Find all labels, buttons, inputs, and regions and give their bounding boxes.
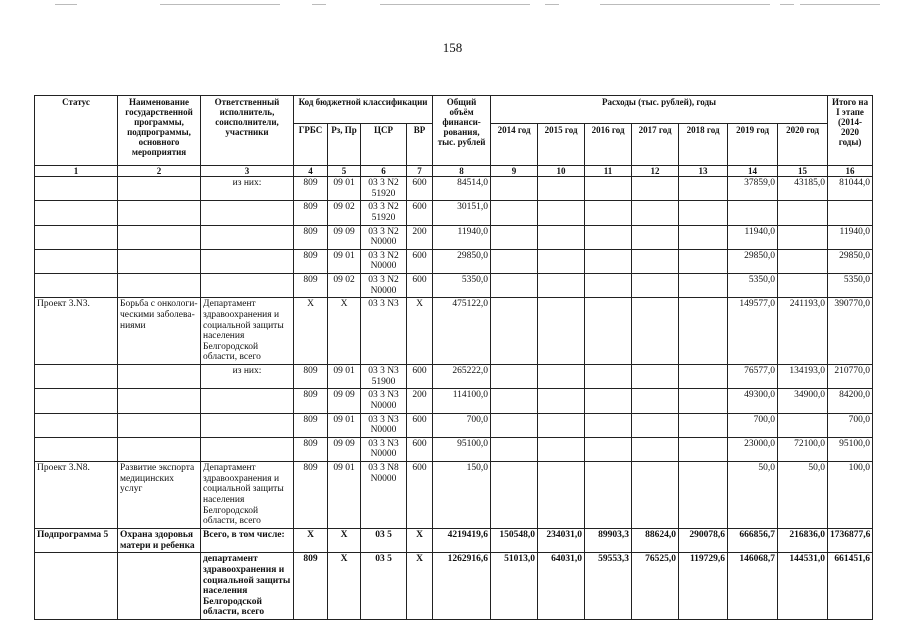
year-value-cell	[585, 225, 632, 249]
total-cell: 150,0	[433, 462, 491, 529]
col-number: 11	[585, 166, 632, 177]
status-cell	[35, 413, 118, 437]
budget-table	[34, 95, 873, 620]
year-value-cell: 700,0	[728, 413, 778, 437]
year-value-cell	[632, 365, 679, 389]
name-cell: Охрана здоровья матери и ребенка	[118, 529, 201, 553]
year-value-cell	[538, 201, 585, 225]
header-year: 2014 год	[491, 124, 538, 166]
year-value-cell: 76577,0	[728, 365, 778, 389]
stage-total-cell: 95100,0	[828, 437, 873, 461]
total-cell: 5350,0	[433, 274, 491, 298]
table-row	[35, 365, 873, 389]
year-value-cell	[632, 437, 679, 461]
year-value-cell: 23000,0	[728, 437, 778, 461]
name-cell	[118, 413, 201, 437]
stage-total-cell: 100,0	[828, 462, 873, 529]
grbs-cell: Х	[294, 298, 328, 365]
rzpr-cell: 09 01	[328, 177, 361, 201]
year-value-cell	[728, 201, 778, 225]
year-value-cell	[538, 225, 585, 249]
table-row	[35, 177, 873, 201]
header-year: 2017 год	[632, 124, 679, 166]
year-value-cell	[679, 249, 728, 273]
year-value-cell: 72100,0	[778, 437, 828, 461]
year-value-cell: 89903,3	[585, 529, 632, 553]
col-number: 16	[828, 166, 873, 177]
column-number-row	[35, 166, 873, 177]
year-value-cell	[679, 413, 728, 437]
vr-cell: 600	[407, 437, 433, 461]
stage-total-cell: 1736877,6	[828, 529, 873, 553]
rzpr-cell: Х	[328, 553, 361, 620]
year-value-cell	[679, 365, 728, 389]
col-number: 5	[328, 166, 361, 177]
grbs-cell: 809	[294, 177, 328, 201]
header-year: 2016 год	[585, 124, 632, 166]
year-value-cell	[585, 462, 632, 529]
year-value-cell	[679, 462, 728, 529]
header-expenses: Расходы (тыс. рублей), годы	[491, 96, 828, 124]
year-value-cell	[491, 413, 538, 437]
year-value-cell: 37859,0	[728, 177, 778, 201]
name-cell	[118, 249, 201, 273]
total-cell: 700,0	[433, 413, 491, 437]
year-value-cell: 144531,0	[778, 553, 828, 620]
year-value-cell	[679, 274, 728, 298]
total-cell: 29850,0	[433, 249, 491, 273]
stage-total-cell: 84200,0	[828, 389, 873, 413]
year-value-cell	[585, 274, 632, 298]
year-value-cell: 76525,0	[632, 553, 679, 620]
year-value-cell	[679, 389, 728, 413]
col-number: 3	[201, 166, 294, 177]
year-value-cell: 88624,0	[632, 529, 679, 553]
year-value-cell	[585, 201, 632, 225]
year-value-cell	[585, 298, 632, 365]
status-cell: Подпрограмма 5	[35, 529, 118, 553]
executor-cell: Департамент здравоохранения и социальной защиты населения Белгородской области, всего	[201, 462, 294, 529]
stage-total-cell: 11940,0	[828, 225, 873, 249]
csr-cell: 03 3 N3 51900	[361, 365, 407, 389]
col-number: 9	[491, 166, 538, 177]
stage-total-cell: 390770,0	[828, 298, 873, 365]
year-value-cell	[632, 413, 679, 437]
vr-cell: 600	[407, 249, 433, 273]
header-grbs: ГРБС	[294, 124, 328, 166]
executor-cell	[201, 225, 294, 249]
grbs-cell: 809	[294, 365, 328, 389]
rzpr-cell: 09 09	[328, 389, 361, 413]
executor-cell	[201, 249, 294, 273]
year-value-cell: 150548,0	[491, 529, 538, 553]
grbs-cell: 809	[294, 225, 328, 249]
year-value-cell	[679, 437, 728, 461]
rzpr-cell: 09 01	[328, 365, 361, 389]
vr-cell: Х	[407, 298, 433, 365]
executor-cell	[201, 389, 294, 413]
header-year: 2018 год	[679, 124, 728, 166]
name-cell	[118, 553, 201, 620]
status-cell: Проект 3.N3.	[35, 298, 118, 365]
total-cell: 265222,0	[433, 365, 491, 389]
table-row	[35, 553, 873, 620]
status-cell	[35, 225, 118, 249]
csr-cell: 03 3 N3 N0000	[361, 437, 407, 461]
year-value-cell	[491, 177, 538, 201]
grbs-cell: 809	[294, 389, 328, 413]
year-value-cell: 134193,0	[778, 365, 828, 389]
executor-cell	[201, 437, 294, 461]
csr-cell: 03 3 N3	[361, 298, 407, 365]
header-name: Наименование государственной программы, подпрограммы, основного мероприятия	[118, 96, 201, 166]
table-row	[35, 529, 873, 553]
name-cell: Развитие экспорта медицинских услуг	[118, 462, 201, 529]
table-body	[35, 177, 873, 620]
executor-cell: из них:	[201, 177, 294, 201]
scan-top-marks	[0, 0, 905, 12]
col-number: 8	[433, 166, 491, 177]
total-cell: 475122,0	[433, 298, 491, 365]
header-status: Статус	[35, 96, 118, 166]
status-cell	[35, 437, 118, 461]
grbs-cell: 809	[294, 553, 328, 620]
header-year: 2020 год	[778, 124, 828, 166]
year-value-cell: 290078,6	[679, 529, 728, 553]
year-value-cell	[538, 413, 585, 437]
col-number: 15	[778, 166, 828, 177]
header-budget-code: Код бюджетной классификации	[294, 96, 433, 124]
csr-cell: 03 3 N3 N0000	[361, 389, 407, 413]
year-value-cell	[778, 413, 828, 437]
grbs-cell: 809	[294, 462, 328, 529]
executor-cell: из них:	[201, 365, 294, 389]
year-value-cell	[778, 274, 828, 298]
csr-cell: 03 3 N8 N0000	[361, 462, 407, 529]
vr-cell: Х	[407, 529, 433, 553]
col-number: 10	[538, 166, 585, 177]
name-cell	[118, 365, 201, 389]
year-value-cell	[491, 298, 538, 365]
year-value-cell: 64031,0	[538, 553, 585, 620]
year-value-cell: 666856,7	[728, 529, 778, 553]
header-executor: Ответственный исполнитель, соисполнители, участники	[201, 96, 294, 166]
status-cell	[35, 274, 118, 298]
header-total: Общий объём финанси-рования, тыс. рублей	[433, 96, 491, 166]
year-value-cell	[679, 201, 728, 225]
csr-cell: 03 3 N2 N0000	[361, 249, 407, 273]
total-cell: 11940,0	[433, 225, 491, 249]
executor-cell: Всего, в том числе:	[201, 529, 294, 553]
rzpr-cell: 09 01	[328, 413, 361, 437]
year-value-cell	[585, 389, 632, 413]
rzpr-cell: 09 09	[328, 225, 361, 249]
rzpr-cell: 09 09	[328, 437, 361, 461]
rzpr-cell: 09 02	[328, 274, 361, 298]
table-row	[35, 201, 873, 225]
rzpr-cell: Х	[328, 298, 361, 365]
year-value-cell	[632, 389, 679, 413]
col-number: 13	[679, 166, 728, 177]
grbs-cell: 809	[294, 201, 328, 225]
stage-total-cell: 700,0	[828, 413, 873, 437]
total-cell: 95100,0	[433, 437, 491, 461]
year-value-cell	[538, 274, 585, 298]
csr-cell: 03 3 N3 N0000	[361, 413, 407, 437]
grbs-cell: 809	[294, 413, 328, 437]
year-value-cell	[585, 177, 632, 201]
csr-cell: 03 3 N2 N0000	[361, 225, 407, 249]
name-cell	[118, 274, 201, 298]
year-value-cell	[491, 201, 538, 225]
year-value-cell	[538, 437, 585, 461]
vr-cell: 200	[407, 225, 433, 249]
year-value-cell	[585, 413, 632, 437]
grbs-cell: 809	[294, 437, 328, 461]
year-value-cell: 50,0	[778, 462, 828, 529]
total-cell: 84514,0	[433, 177, 491, 201]
table-row	[35, 437, 873, 461]
vr-cell: 600	[407, 462, 433, 529]
year-value-cell: 50,0	[728, 462, 778, 529]
year-value-cell	[679, 225, 728, 249]
year-value-cell: 146068,7	[728, 553, 778, 620]
header-csr: ЦСР	[361, 124, 407, 166]
executor-cell: департамент здравоохранения и социальной защиты населения Белгородской области, всего	[201, 553, 294, 620]
year-value-cell	[491, 365, 538, 389]
year-value-cell	[538, 462, 585, 529]
status-cell	[35, 365, 118, 389]
csr-cell: 03 5	[361, 529, 407, 553]
col-number: 14	[728, 166, 778, 177]
name-cell	[118, 437, 201, 461]
stage-total-cell: 210770,0	[828, 365, 873, 389]
name-cell	[118, 389, 201, 413]
year-value-cell	[778, 249, 828, 273]
year-value-cell	[632, 462, 679, 529]
csr-cell: 03 3 N2 51920	[361, 201, 407, 225]
col-number: 2	[118, 166, 201, 177]
csr-cell: 03 3 N2 51920	[361, 177, 407, 201]
year-value-cell	[491, 437, 538, 461]
header-year: 2015 год	[538, 124, 585, 166]
header-stage-total: Итого на I этапе (2014-2020 годы)	[828, 96, 873, 166]
vr-cell: 600	[407, 177, 433, 201]
year-value-cell	[491, 249, 538, 273]
year-value-cell	[778, 225, 828, 249]
year-value-cell	[538, 177, 585, 201]
year-value-cell	[778, 201, 828, 225]
year-value-cell: 51013,0	[491, 553, 538, 620]
year-value-cell: 49300,0	[728, 389, 778, 413]
grbs-cell: Х	[294, 529, 328, 553]
status-cell	[35, 201, 118, 225]
year-value-cell: 216836,0	[778, 529, 828, 553]
stage-total-cell: 29850,0	[828, 249, 873, 273]
status-cell	[35, 177, 118, 201]
grbs-cell: 809	[294, 249, 328, 273]
name-cell	[118, 177, 201, 201]
executor-cell	[201, 201, 294, 225]
stage-total-cell	[828, 201, 873, 225]
year-value-cell: 43185,0	[778, 177, 828, 201]
vr-cell: Х	[407, 553, 433, 620]
year-value-cell	[632, 274, 679, 298]
year-value-cell	[491, 462, 538, 529]
stage-total-cell: 5350,0	[828, 274, 873, 298]
year-value-cell	[491, 274, 538, 298]
table-row	[35, 249, 873, 273]
name-cell	[118, 225, 201, 249]
total-cell: 4219419,6	[433, 529, 491, 553]
name-cell	[118, 201, 201, 225]
page-number: 158	[442, 40, 463, 55]
year-value-cell	[491, 389, 538, 413]
rzpr-cell: Х	[328, 529, 361, 553]
name-cell: Борьба с онкологи-ческими заболева-ниями	[118, 298, 201, 365]
year-value-cell	[585, 437, 632, 461]
year-value-cell: 5350,0	[728, 274, 778, 298]
total-cell: 30151,0	[433, 201, 491, 225]
year-value-cell	[585, 365, 632, 389]
col-number: 1	[35, 166, 118, 177]
year-value-cell: 119729,6	[679, 553, 728, 620]
year-value-cell	[632, 201, 679, 225]
year-value-cell: 59553,3	[585, 553, 632, 620]
executor-cell: Департамент здравоохранения и социальной защиты населения Белгородской области, всего	[201, 298, 294, 365]
table-row	[35, 413, 873, 437]
csr-cell: 03 5	[361, 553, 407, 620]
col-number: 4	[294, 166, 328, 177]
table-row	[35, 274, 873, 298]
stage-total-cell: 81044,0	[828, 177, 873, 201]
header-vr: ВР	[407, 124, 433, 166]
header-year: 2019 год	[728, 124, 778, 166]
rzpr-cell: 09 01	[328, 462, 361, 529]
vr-cell: 200	[407, 389, 433, 413]
year-value-cell: 11940,0	[728, 225, 778, 249]
rzpr-cell: 09 01	[328, 249, 361, 273]
year-value-cell	[632, 177, 679, 201]
year-value-cell	[538, 365, 585, 389]
year-value-cell	[585, 249, 632, 273]
year-value-cell: 241193,0	[778, 298, 828, 365]
year-value-cell	[538, 249, 585, 273]
status-cell	[35, 249, 118, 273]
table-row	[35, 298, 873, 365]
header-rzpr: Рз, Пр	[328, 124, 361, 166]
vr-cell: 600	[407, 365, 433, 389]
col-number: 7	[407, 166, 433, 177]
year-value-cell	[491, 225, 538, 249]
vr-cell: 600	[407, 274, 433, 298]
total-cell: 114100,0	[433, 389, 491, 413]
executor-cell	[201, 274, 294, 298]
csr-cell: 03 3 N2 N0000	[361, 274, 407, 298]
status-cell: Проект 3.N8.	[35, 462, 118, 529]
grbs-cell: 809	[294, 274, 328, 298]
status-cell	[35, 389, 118, 413]
table-row	[35, 462, 873, 529]
stage-total-cell: 661451,6	[828, 553, 873, 620]
year-value-cell	[538, 389, 585, 413]
year-value-cell	[632, 298, 679, 365]
year-value-cell: 234031,0	[538, 529, 585, 553]
year-value-cell	[679, 177, 728, 201]
executor-cell	[201, 413, 294, 437]
status-cell	[35, 553, 118, 620]
total-cell: 1262916,6	[433, 553, 491, 620]
col-number: 6	[361, 166, 407, 177]
vr-cell: 600	[407, 201, 433, 225]
year-value-cell	[632, 249, 679, 273]
vr-cell: 600	[407, 413, 433, 437]
year-value-cell: 29850,0	[728, 249, 778, 273]
col-number: 12	[632, 166, 679, 177]
year-value-cell: 34900,0	[778, 389, 828, 413]
year-value-cell	[538, 298, 585, 365]
table-row	[35, 389, 873, 413]
year-value-cell: 149577,0	[728, 298, 778, 365]
table-row	[35, 225, 873, 249]
year-value-cell	[632, 225, 679, 249]
year-value-cell	[679, 298, 728, 365]
rzpr-cell: 09 02	[328, 201, 361, 225]
